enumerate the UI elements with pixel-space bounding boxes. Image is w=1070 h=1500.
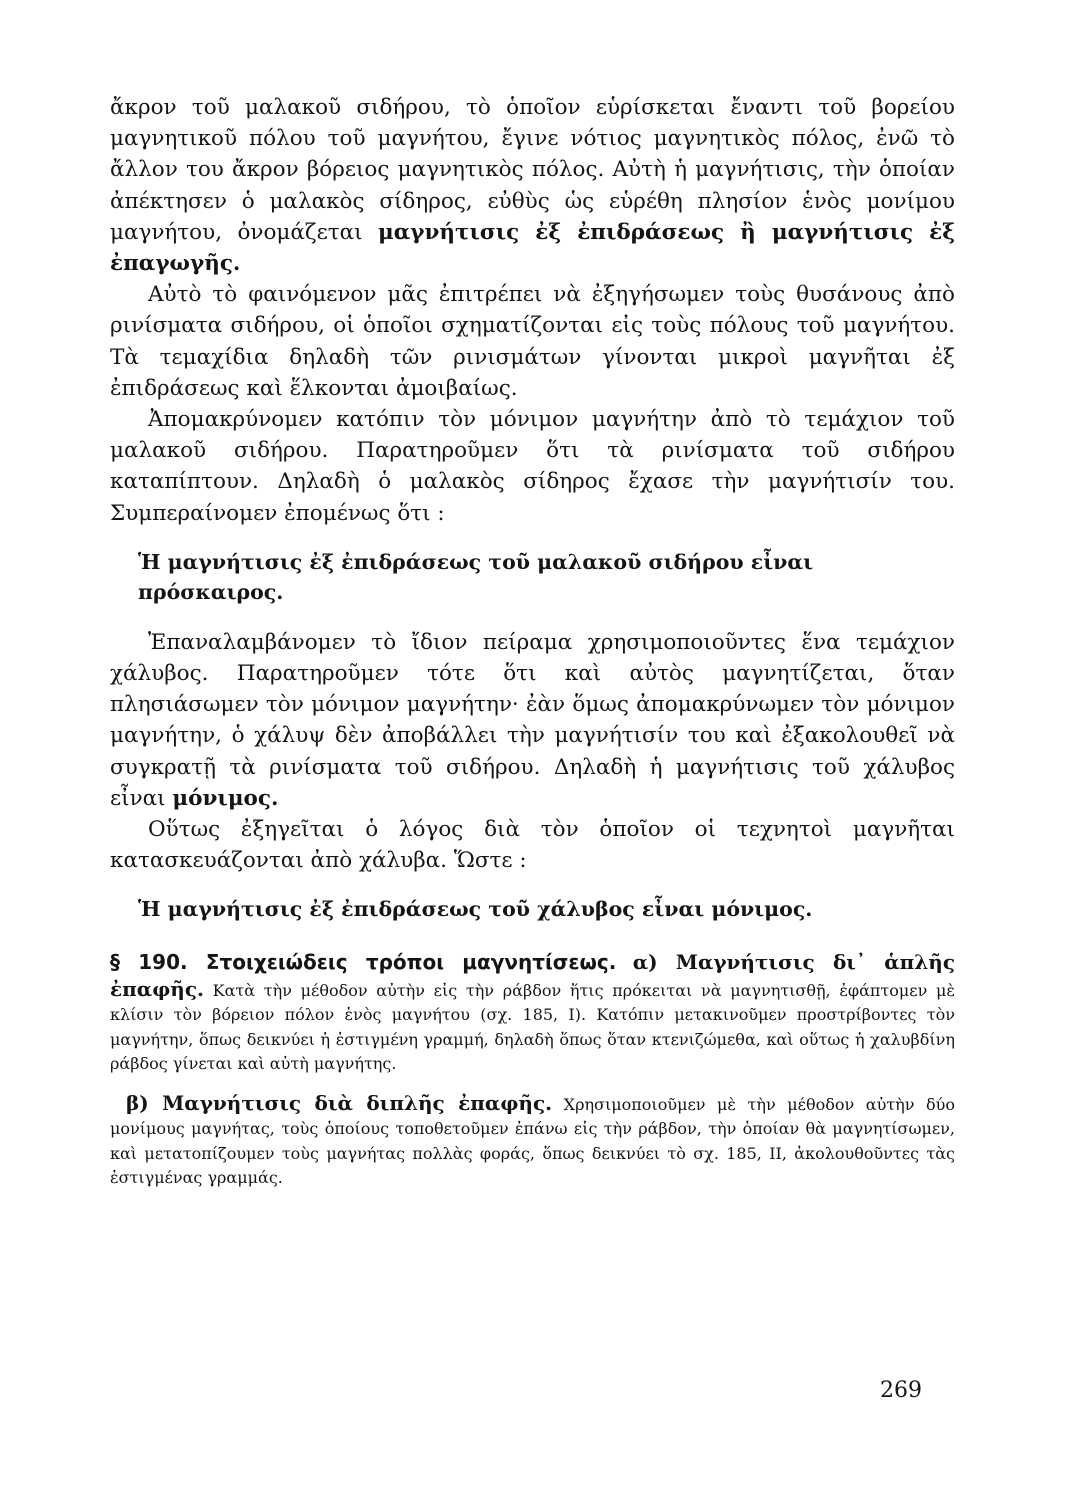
part-a-text: Κατὰ τὴν μέθοδον αὐτὴν εἰς τὴν ράβδον ἥτις πρόκειται νὰ μαγνητισθῇ, ἐφάπτομεν μὲ κλίσιν τὸν βόρειον πόλον ἑνὸς μαγνήτου (σχ. 185, Ι). Κατόπιν μετακινοῦμεν προστρίβοντες τὸν μαγνήτην, ὅπως δεικνύει ἡ ἐστιγμένη γραμμή, δηλαδὴ ὅπως ὅταν κτενιζώμεθα, καὶ οὕτως ἡ χαλυβδίνη ράβδος γίνεται καὶ αὐτὴ μαγνήτης. (110, 980, 956, 1074)
page-number: 269 (880, 1378, 922, 1403)
paragraph-1-text: ἄκρον τοῦ μαλακοῦ σιδήρου, τὸ ὁποῖον εὑρίσκεται ἔναντι τοῦ βορείου μαγνητικοῦ πόλου τοῦ μαγνήτου, ἔγινε νότιος μαγνητικὸς πόλος, ἐνῶ τὸ ἄλλον του ἄκρον βόρειος μαγνητικὸς πόλος. Αὐτὴ ἡ μαγνήτισις, τὴν ὁποίαν ἀπέκτησεν ὁ μαλακὸς σίδηρος, εὐθὺς ὡς εὑρέθη πλησίον ἑνὸς μονίμου μαγνήτου, ὀνομάζεται (110, 95, 955, 245)
rule-soft-iron: Ἡ μαγνήτισις ἐξ ἐπιδράσεως τοῦ μαλακοῦ σιδήρου εἶναι πρόσκαιρος. (138, 549, 814, 604)
paragraph-5: Οὕτως ἐξηγεῖται ὁ λόγος διὰ τὸν ὁποῖον οἱ τεχνητοὶ μαγνῆται κατασκευάζονται ἀπὸ χάλυβα. Ὥστε : (110, 817, 955, 874)
paragraph-1-term: μαγνήτισις ἐξ ἐπιδράσεως ἢ μαγνήτισις ἐξ ἐπαγωγῆς. (110, 219, 955, 277)
paragraph-4-text: Ἐπαναλαμβάνομεν τὸ ἴδιον πείραμα χρησιμοποιοῦντες ἕνα τεμάχιον χάλυβος. Παρατηροῦμεν τότε ὅτι καὶ αὐτὸς μαγνητίζεται, ὅταν πλησιάσωμεν τὸν μόνιμον μαγνήτην· ἐὰν ὅμως ἀπομακρύνωμεν τὸν μόνιμον μαγνήτην, ὁ χάλυψ δὲν ἀποβάλλει τὴν μαγνήτισίν του καὶ ἐξακολουθεῖ νὰ συγκρατῇ τὰ ρινίσματα τοῦ σιδήρου. Δηλαδὴ ἡ μαγνήτισις τοῦ χάλυβος εἶναι (110, 629, 955, 811)
section-190-part-b (110, 1091, 955, 1191)
paragraph-2: Αὐτὸ τὸ φαινόμενον μᾶς ἐπιτρέπει νὰ ἐξηγήσωμεν τοὺς θυσάνους ἀπὸ ρινίσματα σιδήρου, οἱ ὁποῖοι σχηματίζονται εἰς τοὺς πόλους τοῦ μαγνήτου. Τὰ τεμαχίδια δηλαδὴ τῶν ρινισμάτων γίνονται μικροὶ μαγνῆται ἐξ ἐπιδράσεως καὶ ἕλκονται ἀμοιβαίως. (110, 282, 955, 401)
rule-steel: Ἡ μαγνήτισις ἐξ ἐπιδράσεως τοῦ χάλυβος εἶναι μόνιμος. (138, 897, 813, 922)
page-body (110, 92, 955, 1191)
section-heading: § 190. Στοιχειώδεις τρόποι μαγνητίσεως. (110, 950, 617, 975)
section-190-part-a (110, 950, 955, 1077)
paragraph-1 (110, 92, 955, 279)
paragraph-4 (110, 627, 955, 814)
part-a-title: α) Μαγνήτισις δι᾽ ἁπλῆς ἐπαφῆς. (110, 950, 955, 1001)
part-b-title: β) Μαγνήτισις διὰ διπλῆς ἐπαφῆς. (126, 1090, 553, 1115)
part-b-text: Χρησιμοποιοῦμεν μὲ τὴν μέθοδον αὐτὴν δύο μονίμους μαγνήτας, τοὺς ὁποίους τοποθετοῦμεν ἐπάνω εἰς τὴν ράβδον, τὴν ὁποίαν θὰ μαγνητίσωμεν, καὶ μετατοπίζουμεν τοὺς μαγνήτας πολλὰς φοράς, ὅπως δεικνύει τὸ σχ. 185, ΙΙ, ἀκολουθοῦντες τὰς ἐστιγμένας γραμμάς. (110, 1094, 956, 1188)
paragraph-3: Ἀπομακρύνομεν κατόπιν τὸν μόνιμον μαγνήτην ἀπὸ τὸ τεμάχιον τοῦ μαλακοῦ σιδήρου. Παρατηροῦμεν ὅτι τὰ ρινίσματα τοῦ σιδήρου καταπίπτουν. Δηλαδὴ ὁ μαλακὸς σίδηρος ἔχασε τὴν μαγνήτισίν του. Συμπεραίνομεν ἐπομένως ὅτι : (110, 407, 955, 526)
paragraph-4-term: μόνιμος. (172, 785, 279, 811)
